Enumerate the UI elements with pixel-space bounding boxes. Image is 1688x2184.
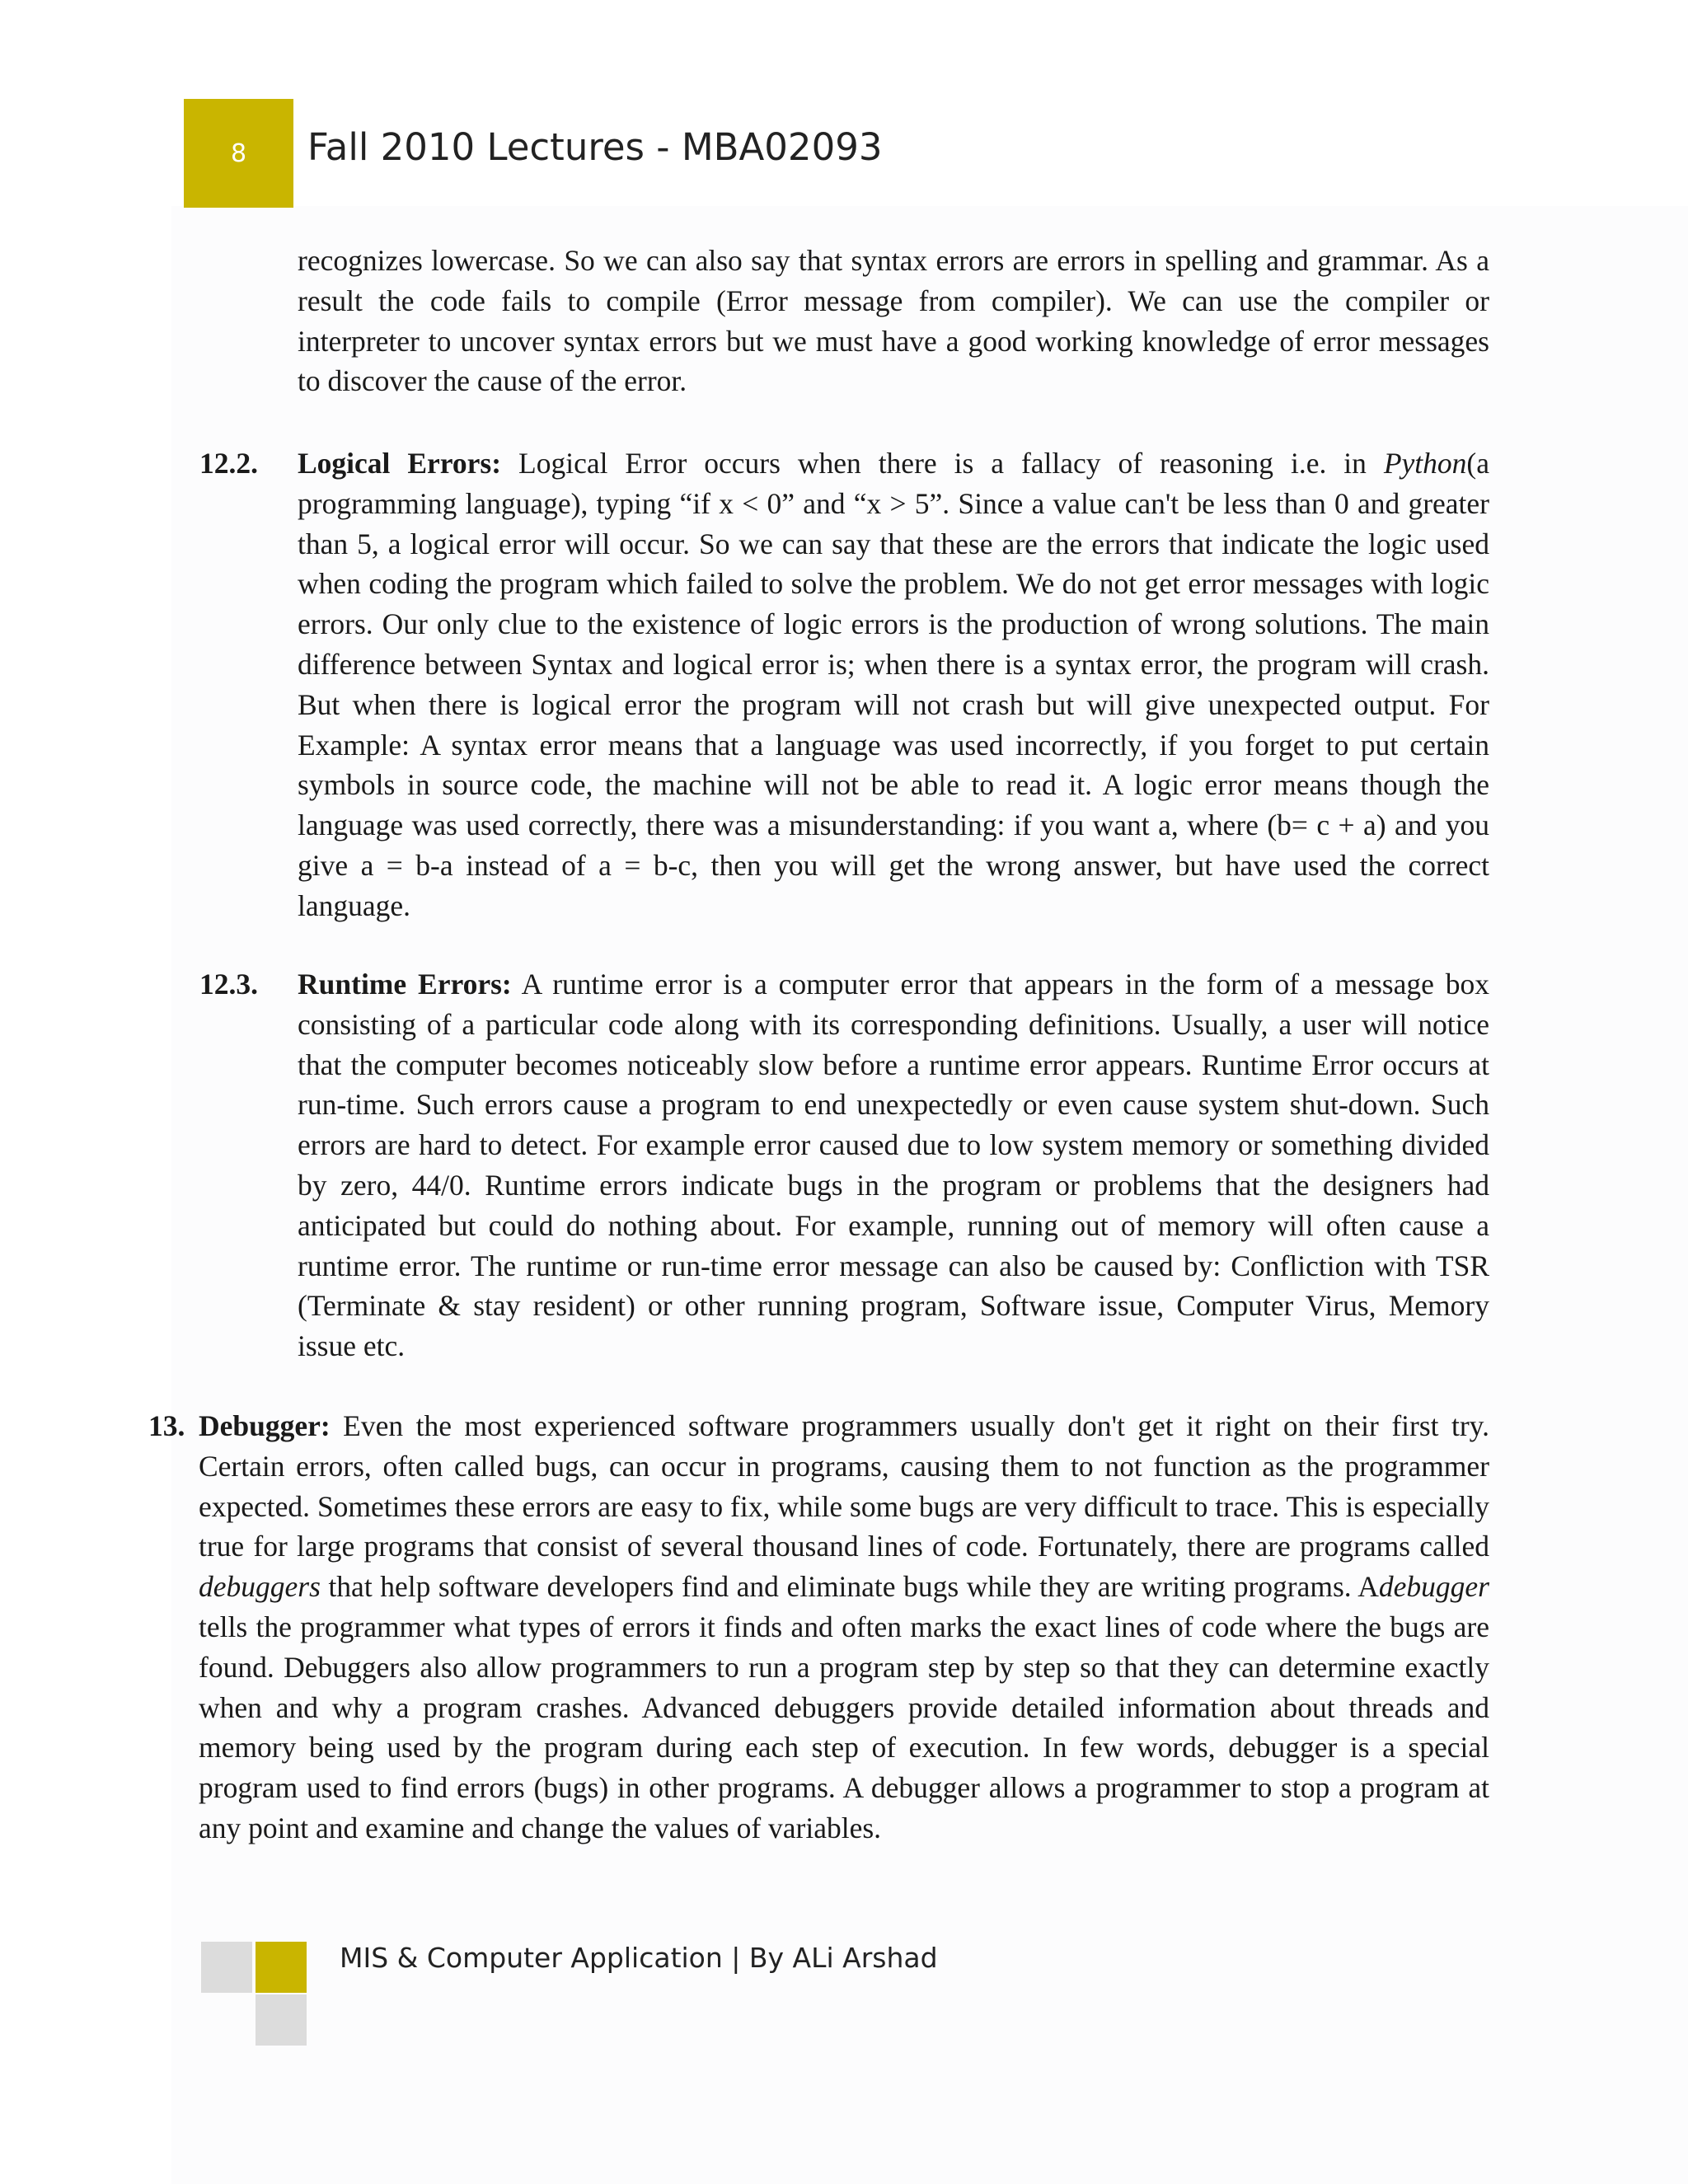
section-debugger xyxy=(199,1406,1489,1849)
section-runtime-errors xyxy=(298,964,1489,1366)
footer-decor-square xyxy=(256,1994,307,2046)
section-text: tells the programmer what types of errors it finds and often marks the exact lines of code where the bugs are found. Debuggers also allow programmers to run a program step by step so that they can determine exactly when and why a program crashes. Advanced debuggers provide detailed information about threads and memory being used by the program during each step of execution. In few words, debugger is a special program used to find errors (bugs) in other programs. A debugger allows a programmer to stop a program at any point and examine and change the values of variables. xyxy=(199,1610,1489,1844)
section-number-12-3: 12.3. xyxy=(199,968,258,1001)
section-text: Logical Error occurs when there is a fallacy of reasoning i.e. in xyxy=(501,447,1384,480)
section-term: Debugger: xyxy=(199,1409,331,1442)
section-text: Even the most experienced software programmers usually don't get it right on their first try. Certain errors, often called bugs, can occur in programs, causing them to not function as the programmer expected. Sometimes these errors are easy to fix, while some bugs are very difficult to trace. This is especially true for large programs that consist of several thousand lines of code. Fortunately, there are programs called xyxy=(199,1409,1489,1563)
header-title: Fall 2010 Lectures - MBA02093 xyxy=(307,125,883,169)
section-text: A runtime error is a computer error that appears in the form of a message box consisting of a particular code along with its corresponding definitions. Usually, a user will notice that the computer becomes noticeably slow before a runtime error appears. Runtime Error occurs at run-time. Such errors cause a program to end unexpectedly or even cause system shut-down. Such errors are hard to detect. For example error caused due to low system memory or something divided by zero, 44/0. Runtime errors indicate bugs in the program or problems that the designers had anticipated but could do nothing about. For example, running out of memory will often cause a runtime error. The runtime or run-time error message can also be caused by: Confliction with TSR (Terminate & stay resident) or other running program, Software issue, Computer Virus, Memory issue etc. xyxy=(298,968,1490,1363)
section-number-12-2: 12.2. xyxy=(199,447,258,480)
section-logical-errors xyxy=(298,443,1489,926)
section-italic-term: Python xyxy=(1383,447,1467,480)
section-number-13: 13. xyxy=(148,1409,185,1442)
section-italic-term: debuggers xyxy=(199,1570,321,1604)
footer-decor-square xyxy=(201,1942,252,1993)
footer-decor-square xyxy=(256,1942,307,1993)
section-text: (a programming language), typing “if x < 0” and “x > 5”. Since a value can't be less than 0 and greater than 5, a logical error will occur. So we can say that these are the errors that indicate the logic used when coding the program which failed to solve the problem. We do not get error messages with logic errors. Our only clue to the existence of logic errors is the production of wrong solutions. The main difference between Syntax and logical error is; when there is a syntax error, the program will crash. But when there is logical error the program will not crash but will give unexpected output. For Example: A syntax error means that a language was used incorrectly, if you forget to put certain symbols in source code, the machine will not be able to read it. A logic error means though the language was used correctly, there was a misunderstanding: if you want a, where (b= c + a) and you give a = b-a instead of a = b-c, then you will get the wrong answer, but have used the correct language. xyxy=(298,447,1489,922)
section-term: Runtime Errors: xyxy=(298,968,512,1001)
section-text: that help software developers find and eliminate bugs while they are writing programs. A xyxy=(320,1570,1379,1604)
continued-paragraph: recognizes lowercase. So we can also say that syntax errors are errors in spelling and grammar. As a result the code fails to compile (Error message from compiler). We can use the compiler or interpreter to uncover syntax errors but we must have a good working knowledge of error messages to discover the cause of the error. xyxy=(298,244,1489,398)
page-number-badge xyxy=(184,99,293,208)
section-italic-term: debugger xyxy=(1378,1570,1489,1604)
section-term: Logical Errors: xyxy=(298,447,502,480)
footer-text: MIS & Computer Application | By ALi Arshad xyxy=(340,1942,938,1974)
page-number: 8 xyxy=(230,138,247,168)
